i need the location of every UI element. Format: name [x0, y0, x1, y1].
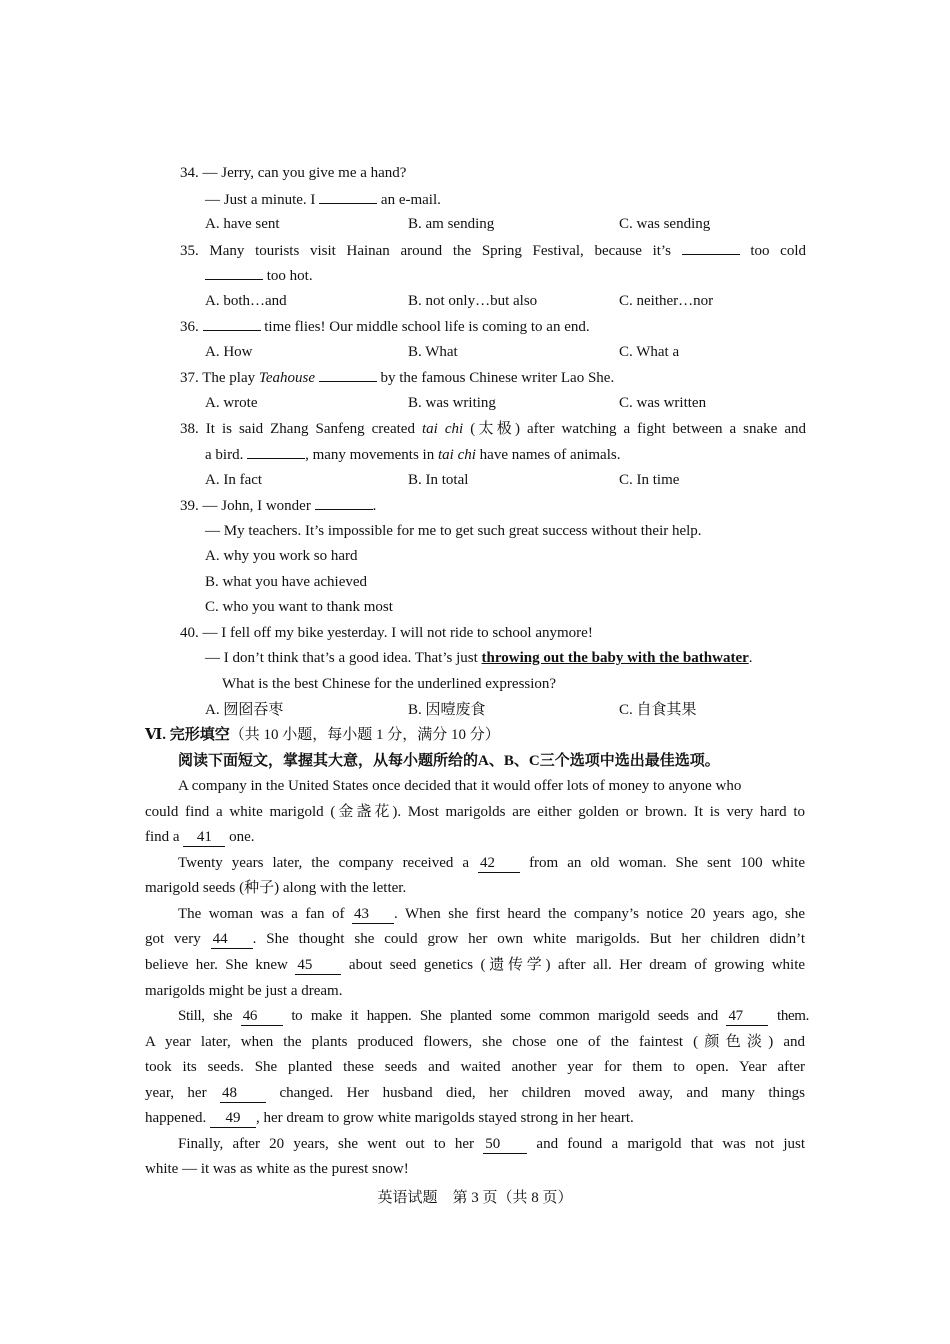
answer-blank — [682, 238, 740, 255]
question-36-stem: 36. time flies! Our middle school life is coming to an end. — [180, 314, 590, 341]
answer-blank — [203, 314, 261, 331]
cloze-blank-43: 43 — [352, 905, 394, 924]
passage-line: marigold seeds (种子) along with the letter. — [145, 880, 407, 896]
section-6-instruction: 阅读下面短文，掌握其大意，从每小题所给的A、B、C三个选项中选出最佳选项。 — [178, 753, 720, 769]
passage-line: The woman was a fan of 43 . When she first heard the company’s notice 20 years ago, she — [178, 906, 805, 922]
question-39-option-a: A. why you work so hard — [205, 548, 358, 564]
question-38-option-c: C. In time — [619, 472, 680, 488]
question-34-option-b: B. am sending — [408, 216, 495, 232]
question-40-stem: 40. — I fell off my bike yesterday. I will not ride to school anymore! — [180, 625, 593, 641]
question-38-stem: 38. It is said Zhang Sanfeng created tai chi (太极) after watching a fight between a snake and — [180, 421, 807, 437]
play-title: Teahouse — [258, 370, 315, 386]
question-35-option-b: B. not only…but also — [408, 293, 538, 309]
answer-blank — [319, 365, 377, 382]
question-39-reply: — My teachers. It’s impossible for me to get such great success without their help. — [205, 523, 702, 539]
question-35-stem: 35. Many tourists visit Hainan around the Spring Festival, because it’s too cold — [180, 238, 806, 265]
passage-line: marigolds might be just a dream. — [145, 983, 343, 999]
passage-line: white — it was as white as the purest snow! — [145, 1161, 409, 1177]
passage-line: believe her. She knew 45 about seed genetics (遗传学) after all. Her dream of growing white — [145, 957, 806, 973]
question-37-option-a: A. wrote — [205, 395, 258, 411]
underlined-expression: throwing out the baby with the bathwater — [481, 650, 749, 666]
cloze-blank-44: 44 — [211, 930, 253, 949]
question-38-option-b: B. In total — [408, 472, 469, 488]
question-34-reply: — Just a minute. I an e-mail. — [205, 187, 441, 214]
passage-line: A company in the United States once decided that it would offer lots of money to anyone who — [178, 778, 742, 794]
passage-line: year, her 48 changed. Her husband died, her children moved away, and many things — [145, 1085, 805, 1101]
passage-line: Still, she 46 to make it happen. She planted some common marigold seeds and 47 them. — [178, 1008, 810, 1024]
answer-blank — [247, 442, 305, 459]
cloze-blank-45: 45 — [295, 956, 341, 975]
passage-line: could find a white marigold (金盏花). Most marigolds are either golden or brown. It is very hard to — [145, 804, 805, 820]
cloze-blank-47: 47 — [726, 1007, 768, 1026]
question-40-question: What is the best Chinese for the underlined expression? — [222, 676, 557, 692]
question-34-option-c: C. was sending — [619, 216, 711, 232]
passage-line: A year later, when the plants produced flowers, she chose one of the faintest (颜色淡) and — [145, 1034, 805, 1050]
passage-line: got very 44 . She thought she could grow her own white marigolds. But her children didn’t — [145, 931, 805, 947]
question-35-stem-cont: too hot. — [205, 263, 313, 290]
section-6-heading: Ⅵ. 完形填空（共 10 小题，每小题 1 分，满分 10 分） — [145, 727, 500, 743]
question-36-option-a: A. How — [205, 344, 253, 360]
question-34-option-a: A. have sent — [205, 216, 280, 232]
cloze-blank-42: 42 — [478, 854, 520, 873]
answer-blank — [319, 187, 377, 204]
question-39-option-c: C. who you want to thank most — [205, 599, 393, 615]
question-34-stem: 34. — Jerry, can you give me a hand? — [180, 165, 407, 181]
cloze-blank-41: 41 — [183, 828, 225, 847]
page-footer: 英语试题 第 3 页（共 8 页） — [377, 1190, 573, 1206]
cloze-blank-48: 48 — [220, 1084, 266, 1103]
passage-line: find a 41 one. — [145, 829, 255, 845]
passage-line: Twenty years later, the company received a 42 from an old woman. She sent 100 white — [178, 855, 805, 871]
cloze-blank-49: 49 — [210, 1109, 256, 1128]
question-40-reply: — I don’t think that’s a good idea. That’s just throwing out the baby with the bathwater. — [205, 650, 753, 666]
passage-line: Finally, after 20 years, she went out to her 50 and found a marigold that was not just — [178, 1136, 805, 1152]
question-38-option-a: A. In fact — [205, 472, 263, 488]
question-40-option-b: B. 因噎废食 — [408, 702, 486, 718]
question-39-stem: 39. — John, I wonder . — [180, 493, 376, 520]
question-37-option-c: C. was written — [619, 395, 707, 411]
question-37-stem: 37. The play Teahouse by the famous Chinese writer Lao She. — [180, 365, 614, 392]
question-40-option-a: A. 囫囵吞枣 — [205, 702, 284, 718]
passage-line: happened. 49 , her dream to grow white marigolds stayed strong in her heart. — [145, 1110, 634, 1126]
answer-blank — [205, 263, 263, 280]
question-38-stem-cont: a bird. , many movements in tai chi have names of animals. — [205, 442, 620, 469]
question-36-option-b: B. What — [408, 344, 458, 360]
question-36-option-c: C. What a — [619, 344, 680, 360]
answer-blank — [315, 493, 373, 510]
question-37-option-b: B. was writing — [408, 395, 496, 411]
cloze-blank-50: 50 — [483, 1135, 527, 1154]
question-39-option-b: B. what you have achieved — [205, 574, 368, 590]
question-35-option-a: A. both…and — [205, 293, 287, 309]
cloze-blank-46: 46 — [241, 1007, 283, 1026]
question-40-option-c: C. 自食其果 — [619, 702, 697, 718]
question-35-option-c: C. neither…nor — [619, 293, 714, 309]
passage-line: took its seeds. She planted these seeds and waited another year for them to open. Year after — [145, 1059, 805, 1075]
